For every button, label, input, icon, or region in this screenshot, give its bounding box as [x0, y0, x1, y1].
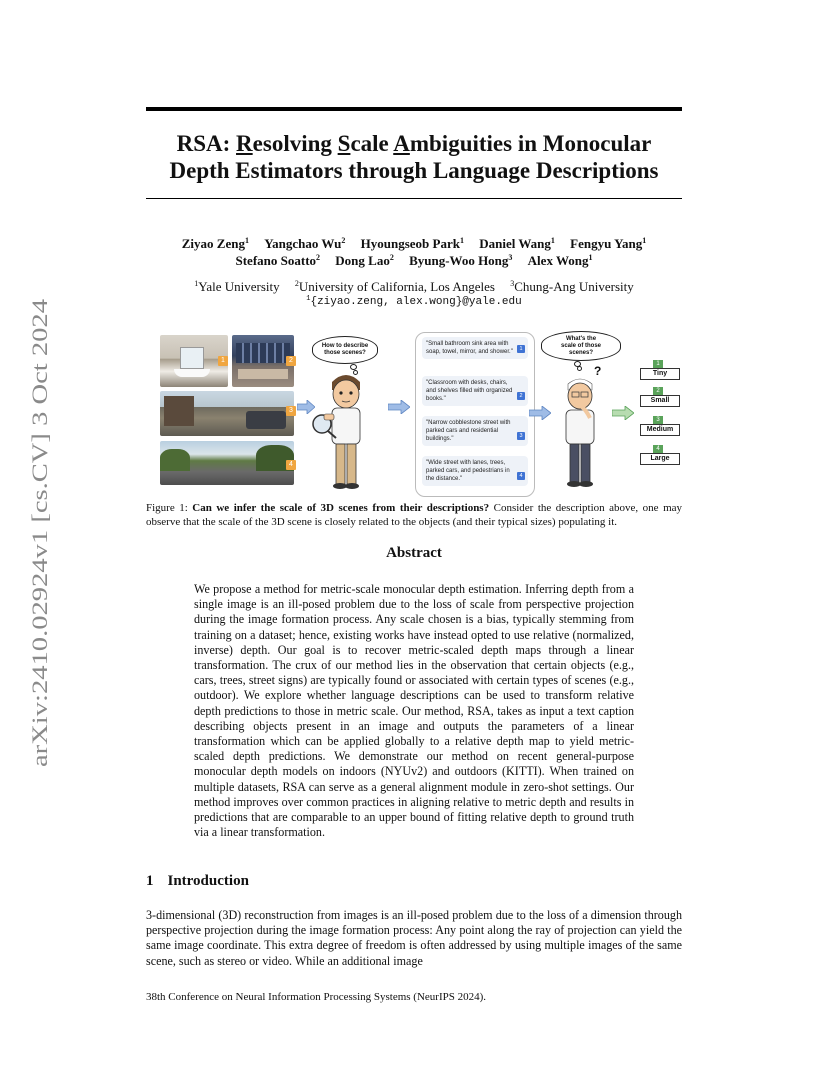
image-badge-2: 2 [286, 356, 296, 366]
scene-image-wide-road [160, 441, 294, 485]
person-magnifier-icon [310, 368, 378, 496]
conference-footnote: 38th Conference on Neural Information Processing Systems (NeurIPS 2024). [146, 991, 487, 1003]
description-card-4: "Wide street with lanes, trees, parked cars, and pedestrians in the distance." 4 [422, 456, 528, 486]
affiliation: $^2$University of California, Los Angeles [294, 279, 495, 294]
author: Fengyu Yang$^1$ [570, 236, 647, 251]
description-card-3: "Narrow cobblestone street with parked cars and residential buildings." 3 [422, 416, 528, 446]
thought-dot [577, 366, 582, 371]
author-list [120, 235, 708, 269]
scene-image-street [160, 391, 294, 436]
arxiv-id-text: arXiv:2410.02924v1 [cs.CV] 3 Oct 2024 [27, 406, 52, 767]
scale-label-medium: Medium [640, 424, 680, 436]
author: Byung-Woo Hong$^3$ [409, 253, 513, 268]
title-bottom-rule [146, 198, 682, 199]
image-badge-3: 3 [286, 406, 296, 416]
image-badge-1: 1 [218, 356, 228, 366]
author: Hyoungseob Park$^1$ [360, 236, 464, 251]
figure-caption: Figure 1: Can we infer the scale of 3D scenes from their descriptions? Consider the description above, one may observe that the scale of the 3D scene is closely related to the objects (and their typical sizes) populating it. [146, 502, 683, 528]
arrow-right-icon [388, 400, 410, 414]
thought-bubble-describe: How to describe those scenes? [312, 336, 378, 364]
description-card-1: "Small bathroom sink area with soap, towel, mirror, and shower." 1 [422, 337, 528, 359]
arrow-right-icon [612, 406, 634, 420]
title-line-2: Depth Estimators through Language Descriptions [169, 158, 659, 183]
affiliation: $^3$Chung-Ang University [510, 279, 634, 294]
scale-number-3: 3 [653, 416, 663, 424]
figure-1 [160, 328, 682, 498]
question-mark: ? [594, 364, 602, 378]
author: Stefano Soatto$^2$ [235, 253, 321, 268]
contact-email[interactable]: $^1${ziyao.zeng, alex.wong}@yale.edu [306, 295, 522, 308]
paper-title [120, 130, 708, 184]
image-badge-4: 4 [286, 460, 296, 470]
scale-number-1: 1 [653, 360, 663, 368]
person-thinking-icon [552, 374, 608, 492]
author-row-1 [120, 235, 708, 252]
title-top-rule [146, 107, 682, 111]
title-line-1: RSA: Resolving Scale Ambiguities in Monocular [176, 131, 652, 156]
scale-label-tiny: Tiny [640, 368, 680, 380]
author: Alex Wong$^1$ [527, 253, 593, 268]
author: Ziyao Zeng$^1$ [181, 236, 249, 251]
arrow-right-icon [529, 406, 551, 420]
author-row-2 [120, 252, 708, 269]
author: Yangchao Wu$^2$ [264, 236, 346, 251]
scale-label-large: Large [640, 453, 680, 465]
thought-bubble-scale: What's the scale of those scenes? [541, 331, 621, 361]
affiliations [120, 279, 708, 295]
abstract-heading: Abstract [386, 545, 442, 561]
scale-label-small: Small [640, 395, 680, 407]
scale-number-2: 2 [653, 387, 663, 395]
scale-number-4: 4 [653, 445, 663, 453]
arxiv-stamp [23, 297, 55, 767]
section-heading: 1 Introduction [146, 873, 249, 889]
author: Dong Lao$^2$ [335, 253, 394, 268]
abstract-text: We propose a method for metric-scale monocular depth estimation. Inferring depth from a single image is an ill-posed problem due to the loss of scale from perspective projection during the image formation process. Any scale chosen is a bias, typically stemming from training on a dataset; hence, existing works have instead opted to use relative (normalized, inverse) depth. Our goal is to recover metric-scaled depth maps through a linear transformation. The crux of our method lies in the observation that certain objects (e.g., cars, trees, street signs) are typically found or associated with certain types of scenes (e.g., outdoor). We explore whether language descriptions can be used to transform relative depth predictions to those in metric scale. Our method, RSA, takes as input a text caption describing objects present in an image and outputs the parameters of a linear transformation which can be applied globally to a relative depth map to yield metric-scaled depth predictions. We demonstrate our method on recent general-purpose monocular depth models on indoors (NYUv2) and outdoors (KITTI). When trained on multiple datasets, RSA can serve as a general alignment module in zero-shot settings. Our method improves over common practices in aligning relative to metric depth and results in predictions that are comparable to an upper bound of fitting relative depth to ground truth via a linear transformation. [194, 582, 634, 840]
scene-image-classroom [232, 335, 294, 387]
affiliation: $^1$Yale University [194, 279, 280, 294]
introduction-text: 3-dimensional (3D) reconstruction from images is an ill-posed problem due to the loss of a dimension through perspective projection during the image formation process: Any point along the ray of projection can yield the same image coordinate. This extra degree of freedom is often addressed by using multiple images of the same scene, such as stereo or video. While an additional image [146, 908, 682, 968]
description-card-2: "Classroom with desks, chairs, and shelves filled with organized books." 2 [422, 376, 528, 406]
author: Daniel Wang$^1$ [479, 236, 555, 251]
